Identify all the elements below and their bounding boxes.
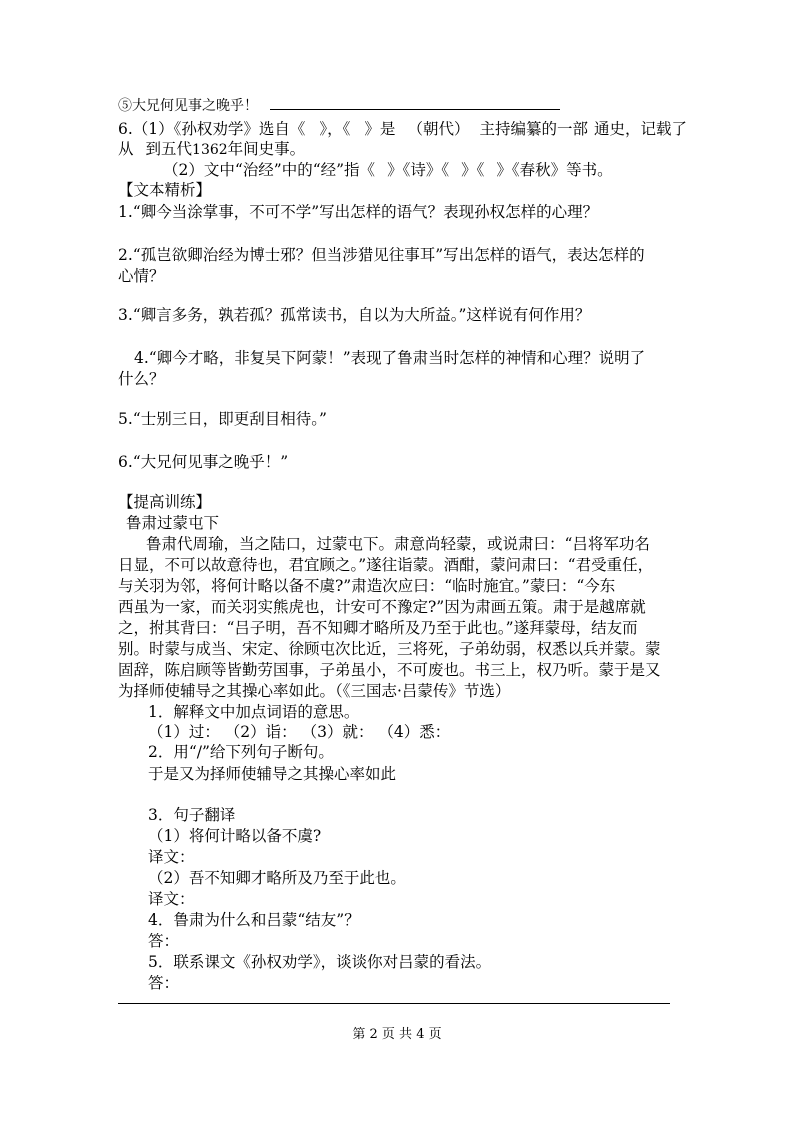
answer-label-5: 答： — [148, 974, 180, 992]
passage-title: 鲁肃过蒙屯下 — [126, 514, 220, 532]
passage-line: 别。时蒙与成当、宋定、徐顾屯次比近，三将死，子弟幼弱，权悉以兵并蒙。蒙 — [118, 640, 661, 658]
analysis-question-4-line-2: 什么？ — [118, 370, 165, 388]
q6-text-b: 》，《 — [319, 120, 351, 138]
q6-text-a: 6.（1）《孙权劝学》选自《 — [118, 120, 306, 138]
training-question-1: 1．解释文中加点词语的意思。 — [148, 703, 360, 721]
q6-text-f: 通史，记载了 — [593, 120, 687, 138]
q6-part-2 — [163, 160, 613, 180]
passage-line: 日显，不可以故意待也，君宜顾之。”遂往诣蒙。酒酣，蒙问肃曰：“君受重任， — [118, 556, 654, 574]
training-question-3: 3．句子翻译 — [148, 806, 236, 824]
passage-line: 鲁肃代周瑜，当之陆口，过蒙屯下。肃意尚轻蒙，或说肃曰：“吕将军功名 — [146, 535, 650, 553]
q6-text-d: （朝代） — [407, 120, 470, 138]
passage-line: 之，拊其背曰：“吕子明，吾不知卿才略所及乃至于此也。”遂拜蒙母，结友而 — [118, 619, 638, 637]
translation-answer-label-1: 译文： — [148, 848, 195, 866]
passage-line: 固辞，陈启顾等皆勤劳国事，子弟虽小，不可废也。书三上，权乃听。蒙于是又 — [118, 661, 661, 679]
analysis-question-1: 1.“卿今当涂掌事，不可不学”写出怎样的语气？表现孙权怎样的心理？ — [118, 203, 599, 221]
training-question-1-items: （1）过： （2）诣： （3）就： （4）悉： — [148, 723, 451, 741]
passage-line: 西虽为一家，而关羽实熊虎也，计安可不豫定?”因为肃画五策。肃于是越席就 — [118, 598, 646, 616]
training-question-5: 5．联系课文《孙权劝学》，谈谈你对吕蒙的看法。 — [148, 953, 492, 971]
q6-2-text-a: （2）文中“治经”中的“经”指《 — [163, 161, 376, 179]
analysis-question-2-line-2: 心情？ — [118, 267, 165, 285]
answer-blank — [270, 95, 560, 110]
q5-text: ⑤大兄何见事之晚乎！ — [118, 98, 258, 114]
q6-text-c: 》是 — [364, 120, 396, 138]
training-question-3-2: （2）吾不知卿才略所及乃至于此也。 — [148, 869, 406, 887]
training-question-4: 4．鲁肃为什么和吕蒙“结友”？ — [148, 911, 360, 929]
q6-line-2 — [118, 139, 305, 160]
analysis-question-5: 5.“士别三日，即更刮目相待。” — [118, 410, 327, 428]
q6-year-count: 1362 — [192, 142, 228, 158]
q5-fill-line — [118, 95, 560, 116]
q6-text-to: 到五代 — [145, 140, 193, 158]
training-question-3-1: （1）将何计略以备不虞? — [148, 827, 322, 845]
q6-2-text-c: 》《 — [461, 161, 485, 179]
analysis-question-3: 3.“卿言多务，孰若孤？孤常读书，自以为大所益。”这样说有何作用？ — [118, 306, 591, 324]
q6-2-text-b: 》《诗》《 — [387, 161, 450, 179]
footer-divider — [118, 1003, 670, 1004]
training-question-2-sentence: 于是又为择师使辅导之其操心率如此 — [148, 765, 397, 783]
q6-text-e: 主持编纂的一部 — [479, 120, 588, 138]
page-number: 第 2 页 共 4 页 — [352, 1027, 442, 1042]
q6-text-end: 年间史事。 — [227, 140, 306, 158]
analysis-question-4-line-1: 4.“卿今才略，非复吴下阿蒙！”表现了鲁肃当时怎样的神情和心理？说明了 — [134, 349, 646, 367]
analysis-question-2-line-1: 2.“孤岂欲卿治经为博士邪？但当涉猎见往事耳”写出怎样的语气，表达怎样的 — [118, 246, 645, 264]
q6-2-text-d: 》《春秋》等书。 — [496, 161, 613, 179]
section-heading-training: 【提高训练】 — [118, 493, 212, 511]
q6-text-from: 从 — [118, 140, 134, 158]
section-heading-analysis: 【文本精析】 — [118, 181, 212, 199]
answer-label-4: 答： — [148, 932, 180, 950]
translation-answer-label-2: 译文： — [148, 890, 195, 908]
passage-line: 为择师使辅导之其操心率如此。（《三国志·吕蒙传》节选） — [118, 682, 511, 700]
passage-line: 与关羽为邻，将何计略以备不虞?”肃造次应曰：“临时施宜。”蒙曰：“今东 — [118, 577, 616, 595]
q6-line-1 — [118, 119, 687, 139]
analysis-question-6: 6.“大兄何见事之晚乎！” — [118, 453, 289, 471]
training-question-2: 2．用“/”给下列句子断句。 — [148, 743, 334, 761]
